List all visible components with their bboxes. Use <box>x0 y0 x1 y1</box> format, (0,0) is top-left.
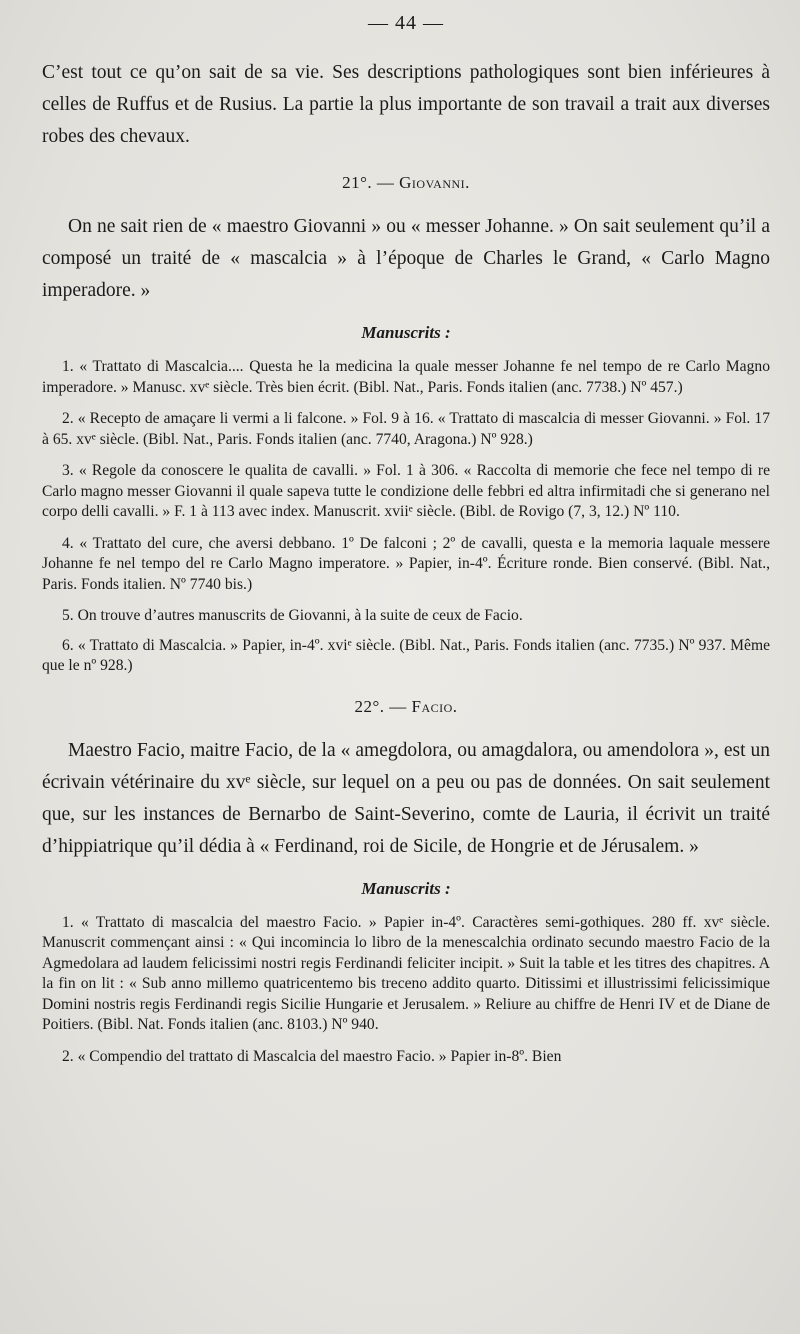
manuscript-entry: 2. « Compendio del trattato di Mascalcia del maestro Facio. » Papier in-8º. Bien <box>62 1047 562 1065</box>
section-paragraph-facio: Maestro Facio, maitre Facio, de la « amegdolora, ou amagdalora, ou amendolora », est un écrivain vétérinaire du xvᵉ siècle, sur lequel on a peu ou pas de données. On sait seulement que, sur les instances de Bernarbo de Saint-Severino, comte de Lauria, il écrivit un traité d’hippiatrique qu’il dédia à « Ferdinand, roi de Sicile, de Hongrie et de Jérusalem. » <box>42 739 770 857</box>
manuscript-entry: 1. « Trattato di Mascalcia.... Questa he la medicina la quale messer Johanne fe nel tempo de re Carlo Magno imperadore. » Manusc. xvᵉ siècle. Très bien écrit. (Bibl. Nat., Paris. Fonds italien (anc. 7738.) Nº 457.) <box>42 358 770 396</box>
section-paragraph-giovanni: On ne sait rien de « maestro Giovanni » ou « messer Johanne. » On sait seulement qu’il a composé un traité de « mascalcia » à l’époque de Charles le Grand, « Carlo Magno imperadore. » <box>42 216 770 301</box>
section-name: Giovanni. <box>399 173 470 192</box>
section-heading-facio <box>42 697 770 717</box>
manuscript-entry: 2. « Recepto de amaçare li vermi a li falcone. » Fol. 9 à 16. « Trattato di mascalcia di messer Giovanni. » Fol. 17 à 65. xvᵉ siècle. (Bibl. Nat., Paris. Fonds italien (anc. 7740, Aragona.) Nº 928.) <box>42 410 770 448</box>
intro-paragraph: C’est tout ce qu’on sait de sa vie. Ses descriptions pathologiques sont bien inférieures à celles de Ruffus et de Rusius. La partie la plus importante de son travail a trait aux diverses robes des chevaux. <box>42 62 770 147</box>
manuscript-entry: 4. « Trattato del cure, che aversi debbano. 1º De falconi ; 2º de cavalli, questa e la memoria laquale messere Johanne fe nel tempo del re Carlo Magno imperatore. » Papier, in-4º. Écriture ronde. Bien conservé. (Bibl. Nat., Paris. Fonds italien. Nº 7740 bis.) <box>42 534 770 593</box>
manuscript-entry: 6. « Trattato di Mascalcia. » Papier, in-4º. xviᵉ siècle. (Bibl. Nat., Paris. Fonds italien (anc. 7735.) Nº 937. Même que le nº 928.) <box>42 636 770 674</box>
manuscript-entry: 1. « Trattato di mascalcia del maestro Facio. » Papier in-4º. Caractères semi-gothiques. 280 ff. xvᵉ siècle. Manuscrit commençant ainsi : « Qui incomincia lo libro de la menescalchia ordinato secundo maestro Facio de la Agmedolara ad laudem felicissimi nostri regis Ferdinandi feliciter incipit. » Suit la table et les titres des chapitres. A la fin on lit : « Sub anno millemo quatricentemo bis treceno addito quarto. Ditissimi et illustrissimi felicissimique Domini nostris regis Ferdinandi regis Sicilie Hungarie et Jerusalem. » Reliure au chiffre de Henri IV et de Diane de Poitiers. (Bibl. Nat. Fonds italien (anc. 8103.) Nº 940. <box>42 913 770 1033</box>
section-name: Facio. <box>411 696 458 716</box>
manuscript-entry: 3. « Regole da conoscere le qualita de cavalli. » Fol. 1 à 306. « Raccolta di memorie che fece nel tempo di re Carlo magno messer Giovanni il quale sapeva tutte le condizione delle febbri ed altra infirmitadi che si generano nel corpo delli cavalli. » F. 1 à 113 avec index. Manuscrit. xviiᵉ siècle. (Bibl. de Rovigo (7, 3, 12.) Nº 110. <box>42 462 770 520</box>
section-number: 22°. — <box>354 696 407 716</box>
manuscripts-heading: Manuscrits : <box>361 878 451 898</box>
manuscript-entry: 5. On trouve d’autres manuscrits de Giovanni, à la suite de ceux de Facio. <box>62 607 523 624</box>
section-heading-giovanni <box>42 173 770 193</box>
manuscripts-heading: Manuscrits : <box>361 323 451 342</box>
section-number: 21°. — <box>342 173 395 192</box>
page-number: — 44 — <box>368 12 444 34</box>
